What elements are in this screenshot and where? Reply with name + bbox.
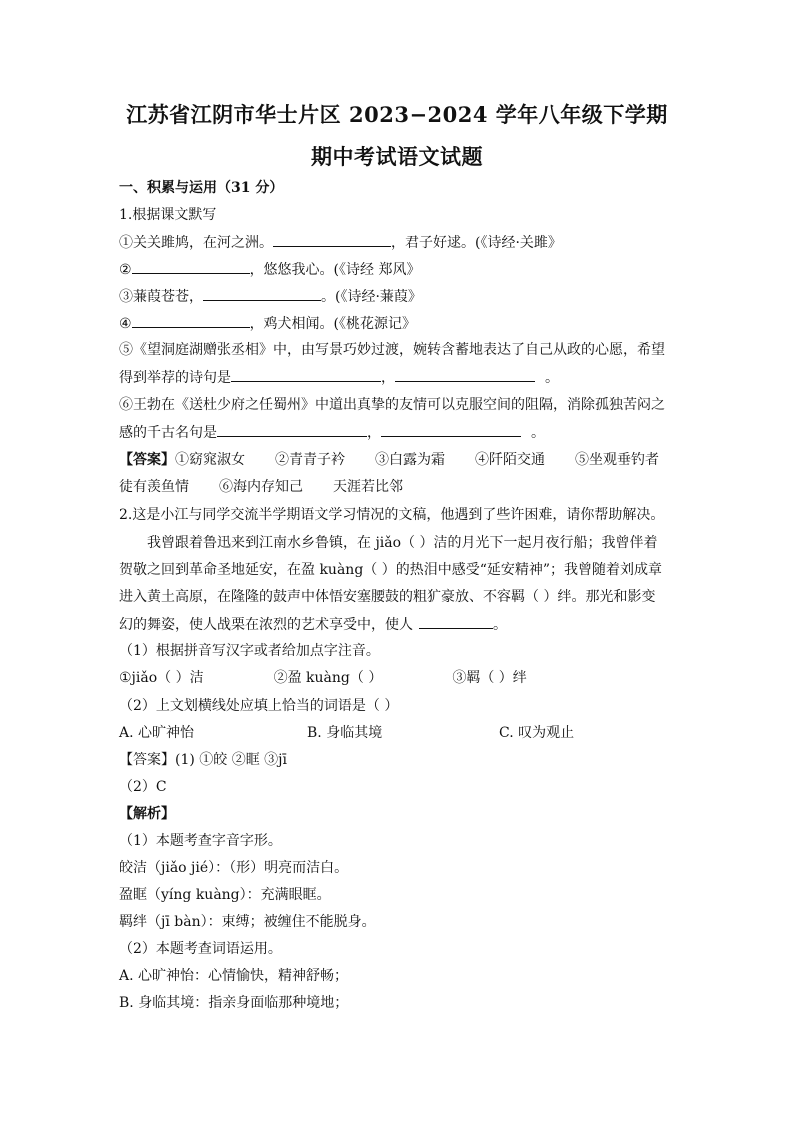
- analysis-line: （1）本题考查字音字形。: [119, 833, 282, 849]
- q1-item-6-line2: 感的千古名句是 ， 。: [119, 422, 545, 443]
- answer-blank[interactable]: [381, 422, 521, 437]
- q2-answer-line2: （2）C: [119, 779, 167, 795]
- q2-sub1-options: ①jiǎo（ ）洁 ②盈 kuàng（ ） ③羁（ ）绊: [119, 670, 527, 686]
- q2-sub1: （1）根据拼音写汉字或者给加点字注音。: [119, 643, 380, 659]
- q1-item-1: ①关关雎鸠，在河之洲。 ，君子好逑。(《诗经·关雎》: [119, 232, 562, 253]
- q1-item-2: ② ，悠悠我心。(《诗经 郑风》: [119, 259, 420, 280]
- q1-answer-line1: 【答案】①窈窕淑女 ②青青子衿 ③白露为霜 ④阡陌交通 ⑤坐观垂钓者: [119, 452, 659, 468]
- answer-blank[interactable]: [419, 614, 493, 629]
- q1-item-5-line1: ⑤《望洞庭湖赠张丞相》中，由写景巧妙过渡，婉转含蓄地表达了自己从政的心愿，希望: [119, 342, 665, 358]
- analysis-line: （2）本题考查词语运用。: [119, 941, 282, 957]
- answer-blank[interactable]: [231, 367, 381, 382]
- analysis-line: 盈眶（yíng kuàng）：充满眼眶。: [119, 887, 331, 903]
- q2-choices: A. 心旷神怡 B. 身临其境 C. 叹为观止: [119, 725, 575, 741]
- question-1-stem: 1.根据课文默写: [119, 207, 217, 223]
- q1-item-4: ④ ，鸡犬相闻。(《桃花源记》: [119, 313, 416, 334]
- answer-blank[interactable]: [273, 232, 391, 247]
- q2-paragraph-line3: 进入黄土高原，在隆隆的鼓声中体悟安塞腰鼓的粗犷豪放、不容羁（ ）绊。那光和影变: [119, 589, 656, 605]
- document-title-line1: 江苏省江阴市华士片区 2023−2024 学年八年级下学期: [126, 102, 668, 127]
- q1-item-5-line2: 得到举荐的诗句是 ， 。: [119, 367, 559, 388]
- question-2-stem: 2.这是小江与同学交流半学期语文学习情况的文稿，他遇到了些许困难，请你帮助解决。: [119, 507, 665, 523]
- document-title-line2: 期中考试语文试题: [311, 144, 483, 169]
- answer-blank[interactable]: [203, 286, 321, 301]
- answer-blank[interactable]: [395, 367, 535, 382]
- section-heading: 一、积累与运用（31 分）: [119, 180, 284, 196]
- q2-sub2: （2）上文划横线处应填上恰当的词语是（ ）: [119, 698, 399, 714]
- q1-item-3: ③蒹葭苍苍， 。(《诗经·蒹葭》: [119, 286, 422, 307]
- answer-blank[interactable]: [132, 259, 250, 274]
- analysis-line: B. 身临其境：指亲身面临那种境地；: [119, 995, 349, 1011]
- analysis-line: A. 心旷神怡：心情愉快，精神舒畅；: [119, 968, 349, 984]
- analysis-line: 羁绊（jī bàn）：束缚；被缠住不能脱身。: [119, 914, 376, 930]
- q1-item-6-line1: ⑥王勃在《送杜少府之任蜀州》中道出真挚的友情可以克服空间的阻隔，消除孤独苦闷之: [119, 397, 665, 413]
- q2-paragraph-line4: 幻的舞姿，使人战栗在浓烈的艺术享受中，使人 。: [119, 614, 507, 635]
- answer-blank[interactable]: [132, 313, 250, 328]
- q2-paragraph-line2: 贺敬之回到革命圣地延安，在盈 kuàng（ ）的热泪中感受“延安精神”；我曾随着刘成章: [119, 562, 663, 578]
- q2-answer-line1: 【答案】(1) ①皎 ②眶 ③jī: [119, 752, 287, 768]
- analysis-line: 皎洁（jiǎo jié）：（形）明亮而洁白。: [119, 860, 349, 876]
- q2-analysis-label: 【解析】: [119, 806, 175, 822]
- answer-blank[interactable]: [217, 422, 367, 437]
- q1-answer-line2: 徒有羡鱼情 ⑥海内存知己 天涯若比邻: [119, 479, 403, 495]
- q2-paragraph-line1: 我曾跟着鲁迅来到江南水乡鲁镇，在 jiǎo（ ）洁的月光下一起月夜行船；我曾伴着: [147, 535, 658, 551]
